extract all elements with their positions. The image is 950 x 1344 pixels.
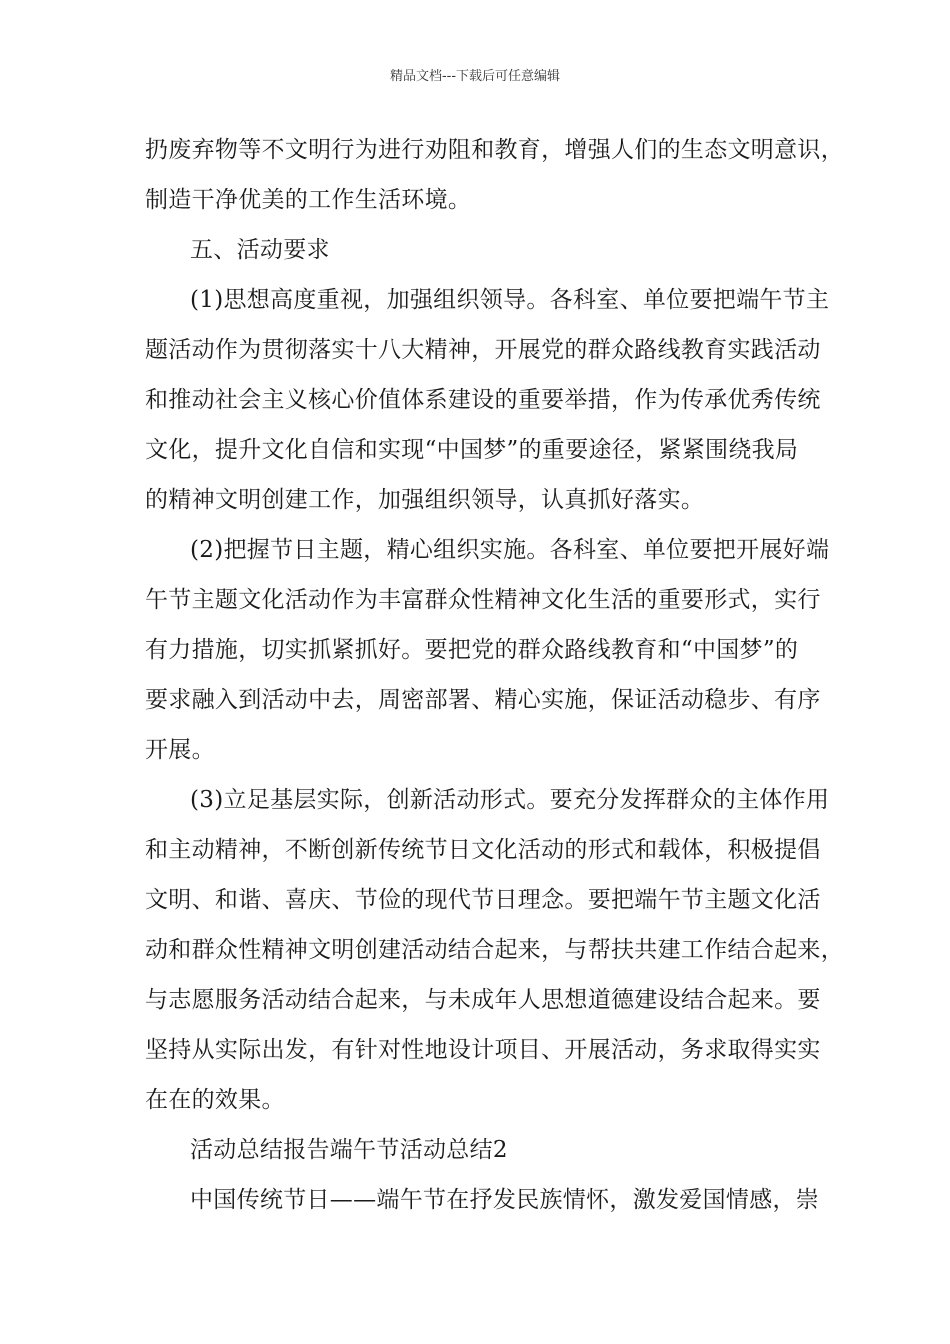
text-line: 有力措施，切实抓紧抓好。要把党的群众路线教育和“中国梦”的 xyxy=(145,637,799,663)
text-line: 和主动精神，不断创新传统节日文化活动的形式和载体，积极提倡 xyxy=(145,837,821,863)
text-line: 在在的效果。 xyxy=(145,1087,285,1113)
text-line: 制造干净优美的工作生活环境。 xyxy=(145,187,472,213)
text-line: 扔废弃物等不文明行为进行劝阻和教育，增强人们的生态文明意识， xyxy=(145,137,844,163)
text-line: 中国传统节日——端午节在抒发民族情怀，激发爱国情感，崇 xyxy=(190,1187,820,1213)
text-line: 文明、和谐、喜庆、节俭的现代节日理念。要把端午节主题文化活 xyxy=(145,887,821,913)
text-line: (3)立足基层实际，创新活动形式。要充分发挥群众的主体作用 xyxy=(190,787,830,813)
text-line: 文化，提升文化自信和实现“中国梦”的重要途径，紧紧围绕我局 xyxy=(145,437,799,463)
page-header: 精品文档---下载后可任意编辑 xyxy=(389,69,561,84)
text-line: 题活动作为贯彻落实十八大精神，开展党的群众路线教育实践活动 xyxy=(145,337,821,363)
text-line: 开展。 xyxy=(145,737,215,763)
text-line: 要求融入到活动中去，周密部署、精心实施，保证活动稳步、有序 xyxy=(145,687,821,713)
section-heading: 五、活动要求 xyxy=(190,237,330,263)
text-line: (1)思想高度重视，加强组织领导。各科室、单位要把端午节主 xyxy=(190,287,830,313)
text-line: 的精神文明创建工作，加强组织领导，认真抓好落实。 xyxy=(145,487,705,513)
text-line: 动和群众性精神文明创建活动结合起来，与帮扶共建工作结合起来， xyxy=(145,937,844,963)
section-title: 活动总结报告端午节活动总结2 xyxy=(190,1137,508,1163)
text-line: (2)把握节日主题，精心组织实施。各科室、单位要把开展好端 xyxy=(190,537,830,563)
text-line: 与志愿服务活动结合起来，与未成年人思想道德建设结合起来。要 xyxy=(145,987,821,1013)
text-line: 和推动社会主义核心价值体系建设的重要举措，作为传承优秀传统 xyxy=(145,387,821,413)
text-line: 午节主题文化活动作为丰富群众性精神文化生活的重要形式，实行 xyxy=(145,587,821,613)
text-line: 坚持从实际出发，有针对性地设计项目、开展活动，务求取得实实 xyxy=(145,1037,821,1063)
